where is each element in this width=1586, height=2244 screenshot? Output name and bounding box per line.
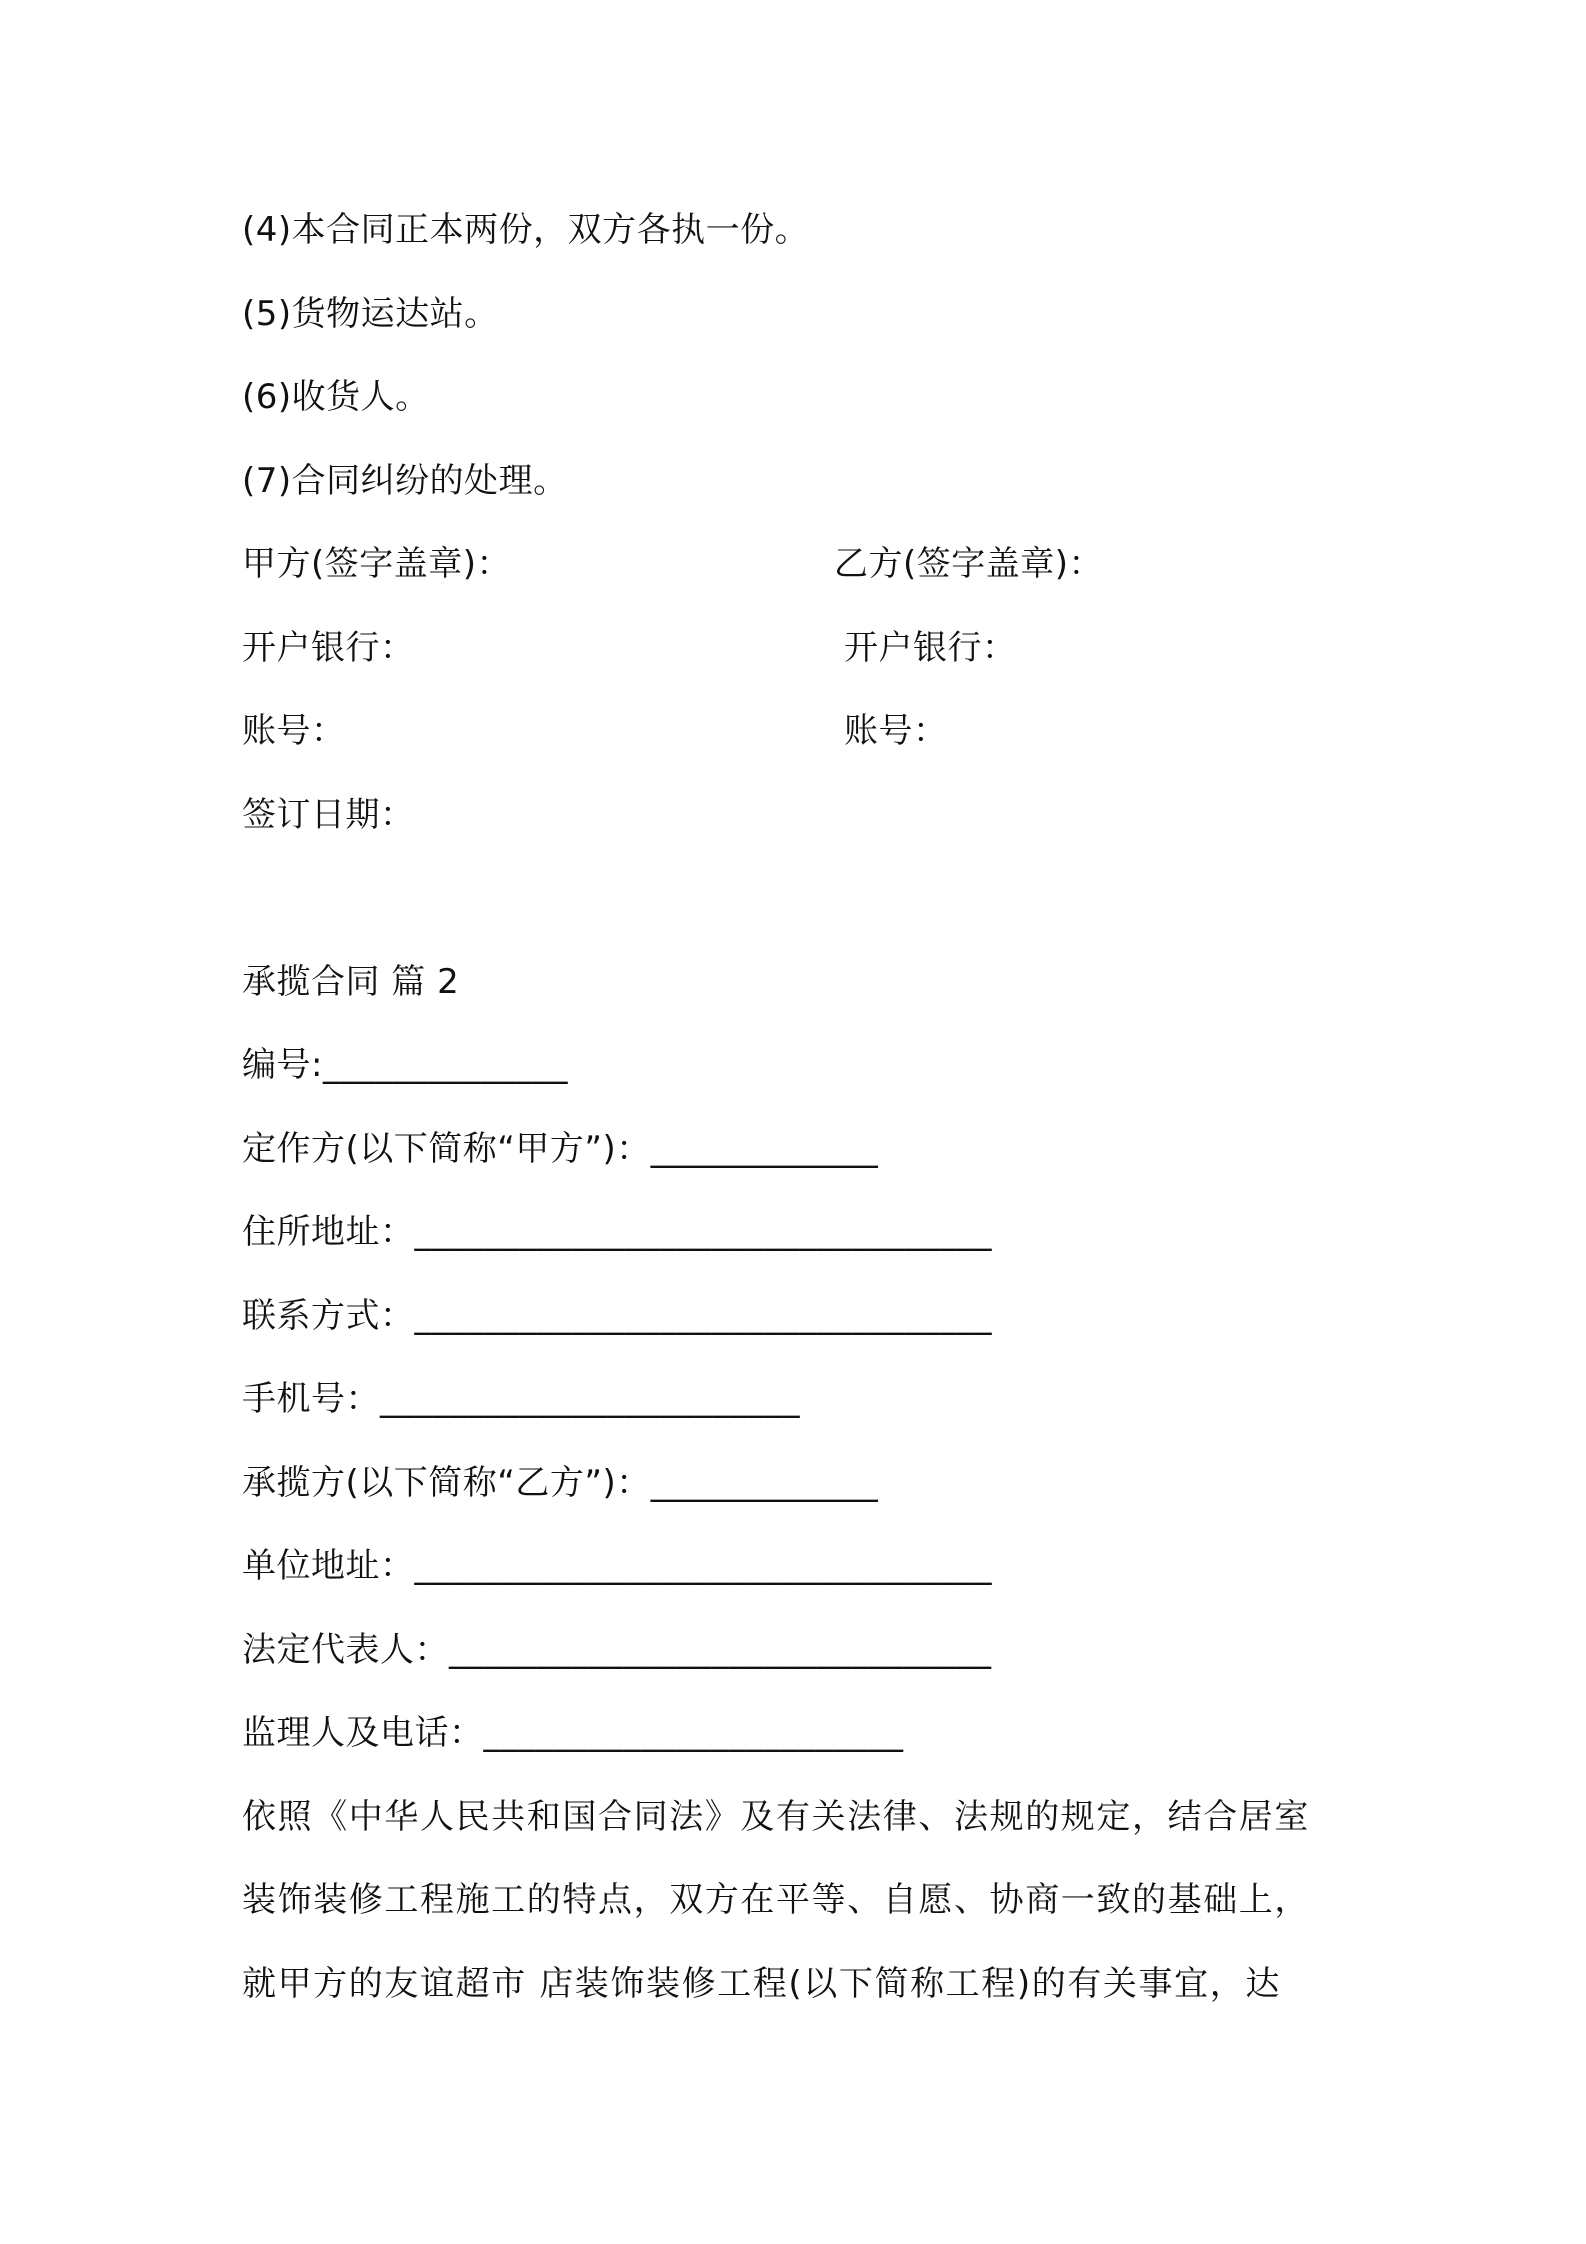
field-residence-address: 住所地址：_________________________________ bbox=[242, 1212, 992, 1252]
party-a-account-label: 账号： bbox=[242, 711, 346, 751]
clause-4: (4)本合同正本两份，双方各执一份。 bbox=[242, 210, 810, 250]
body-paragraph-line-3: 就甲方的友谊超市 店装饰装修工程(以下简称工程)的有关事宜，达 bbox=[242, 1964, 1281, 2004]
field-supervisor-phone: 监理人及电话：________________________ bbox=[242, 1713, 904, 1753]
party-a-signature-label: 甲方(签字盖章)： bbox=[242, 544, 512, 584]
field-party-a-name: 定作方(以下简称“甲方”)：_____________ bbox=[242, 1129, 879, 1169]
party-b-signature-label: 乙方(签字盖章)： bbox=[834, 544, 1104, 584]
field-mobile-number: 手机号：________________________ bbox=[242, 1379, 800, 1419]
field-contact-method: 联系方式：_________________________________ bbox=[242, 1296, 992, 1336]
clause-7: (7)合同纠纷的处理。 bbox=[242, 461, 568, 501]
party-b-bank-label: 开户银行： bbox=[844, 628, 1017, 668]
section-title: 承揽合同 篇 2 bbox=[242, 962, 460, 1002]
clause-6: (6)收货人。 bbox=[242, 377, 430, 417]
body-paragraph-line-1: 依照《中华人民共和国合同法》及有关法律、法规的规定，结合居室 bbox=[242, 1797, 1310, 1837]
body-paragraph-line-2: 装饰装修工程施工的特点，双方在平等、自愿、协商一致的基础上， bbox=[242, 1880, 1310, 1920]
party-b-account-label: 账号： bbox=[844, 711, 948, 751]
field-party-b-name: 承揽方(以下简称“乙方”)：_____________ bbox=[242, 1463, 879, 1503]
clause-5: (5)货物运达站。 bbox=[242, 294, 499, 334]
field-unit-address: 单位地址：_________________________________ bbox=[242, 1546, 992, 1586]
field-legal-representative: 法定代表人：_______________________________ bbox=[242, 1630, 992, 1670]
field-contract-number: 编号:______________ bbox=[242, 1045, 568, 1085]
sign-date-label: 签订日期： bbox=[242, 795, 415, 835]
party-a-bank-label: 开户银行： bbox=[242, 628, 415, 668]
